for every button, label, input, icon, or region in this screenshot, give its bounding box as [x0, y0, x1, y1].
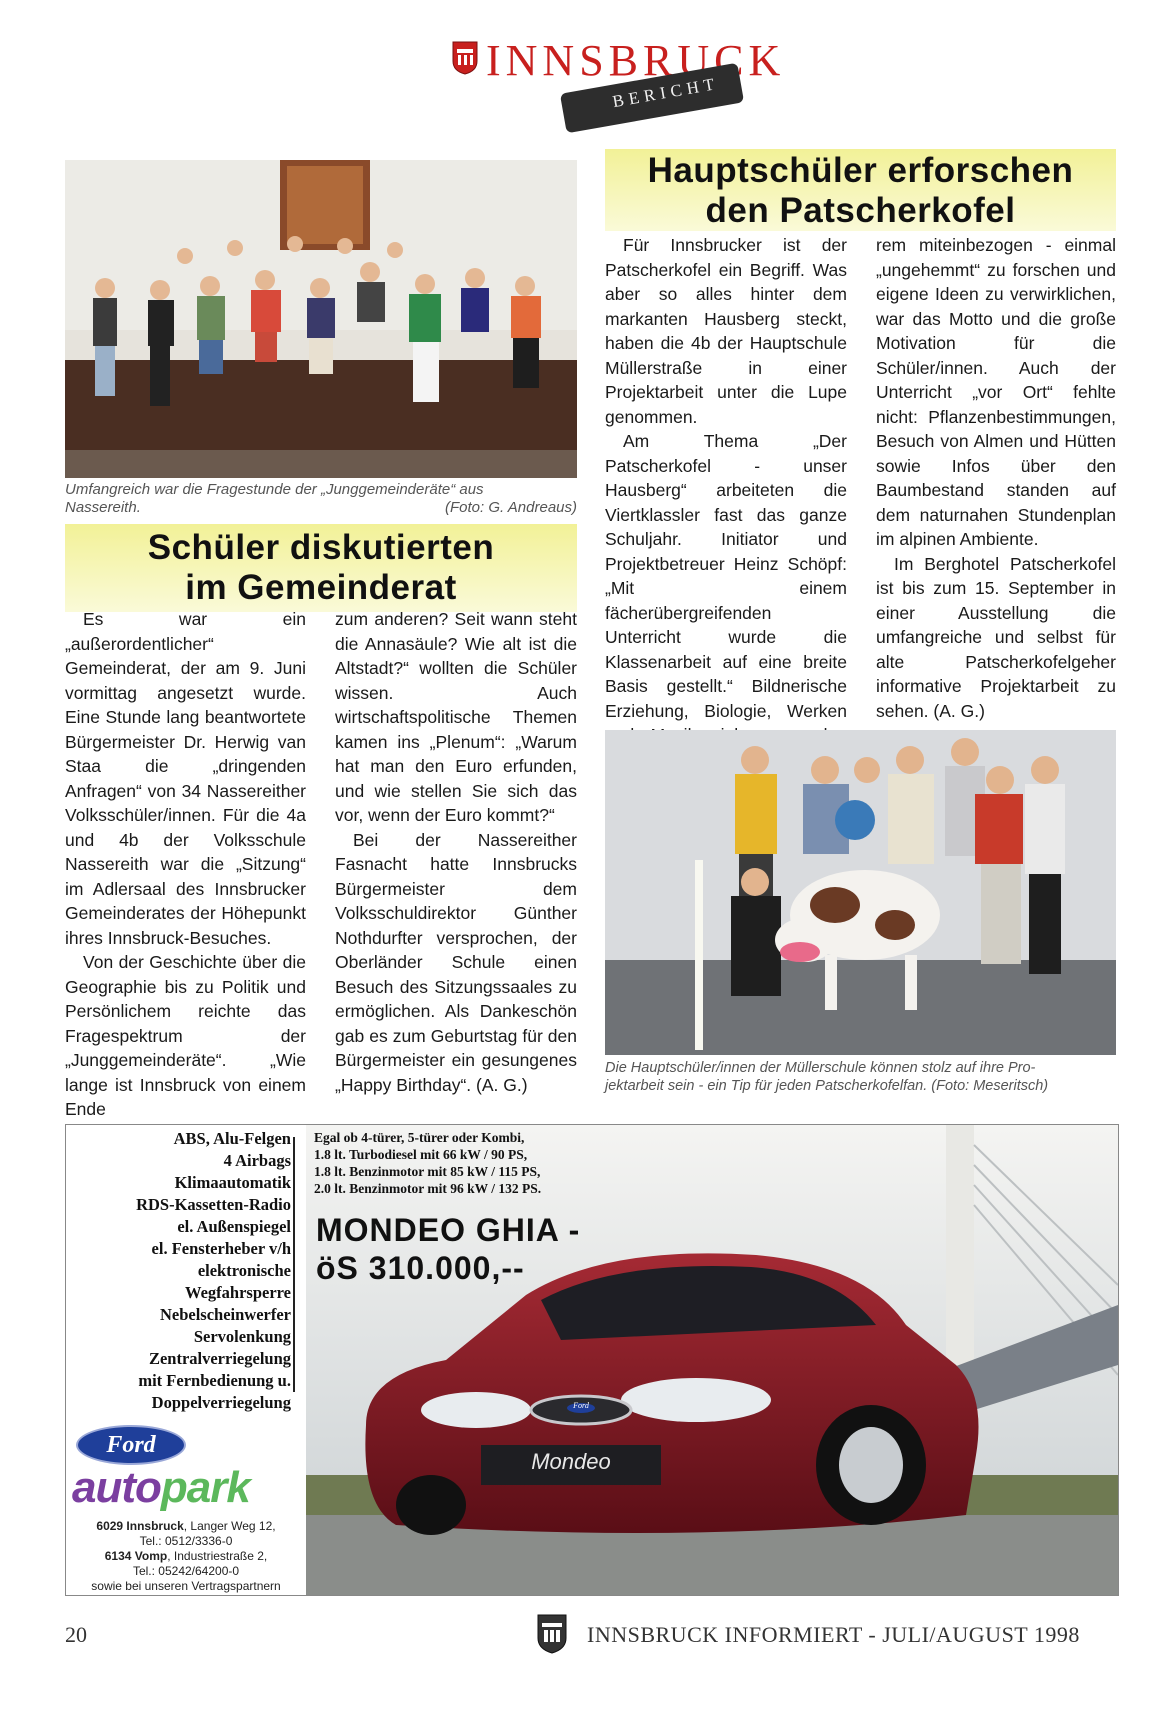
- footer-title: INNSBRUCK INFORMIERT - JULI/AUGUST 1998: [587, 1622, 1080, 1647]
- council-article-col1: [65, 607, 306, 1122]
- dealer-line: [66, 1519, 306, 1534]
- ford-grille-badge: Ford: [573, 1401, 589, 1410]
- ad-feature-panel: [66, 1125, 306, 1595]
- innsbruck-crest-icon: [452, 41, 478, 75]
- council-caption-line1: Umfangreich war die Fragestunde der „Junggemeinderäte“ aus: [65, 481, 484, 498]
- city-crest-icon: [537, 1614, 567, 1654]
- dealer-line: [66, 1549, 306, 1564]
- mondeo-badge: Mondeo: [531, 1449, 611, 1474]
- council-paragraph: zum anderen? Seit wann steht die Annasäule? Wie alt ist die Altstadt?“ wollten die Schüler wissen. Auch wirtschaftspolitische Themen kamen ins „Plenum“: „Warum hat man den Euro erfunden, und wie stellen Sie sich das vor, wenn der Euro kommt?“: [335, 609, 577, 825]
- ad-spec: 1.8 lt. Turbodiesel mit 66 kW / 90 PS,: [314, 1147, 528, 1162]
- dealer-info: [66, 1519, 306, 1594]
- council-photo-caption: [65, 481, 577, 517]
- patscherkofel-article-col2: [876, 233, 1116, 723]
- autopark-brand-park: park: [160, 1463, 250, 1512]
- council-paragraph: Bei der Nassereither Fasnacht hatte Innsbrucks Bürgermeister dem Volksschuldirektor Günther Nothdurfter versprochen, der Oberländer Schule einen Besuch des Sitzungssaales zu ermöglichen. Als Dankeschön gab es zum Geburtstag für den Bürgermeister ein gesungenes „Happy Birthday“. (A. G.): [335, 829, 577, 1095]
- ad-feature: Wegfahrsperre: [184, 1283, 291, 1302]
- patscherkofel-paragraph: Im Berghotel Patscherkofel ist bis zum 15. September in einer Ausstellung die umfangreiche und selbst für alte Patscherkofelgeher informative Projektarbeit zu sehen. (A. G.): [876, 553, 1116, 721]
- project-caption-line1: Die Hauptschüler/innen der Müllerschule können stolz auf ihre Pro-: [605, 1060, 1036, 1076]
- council-paragraph: Von der Geschichte über die Geographie bis zu Politik und Persönlichem reichte das Fragespektrum der „Junggemeinderäte“. „Wie lange ist Innsbruck von einem Ende: [65, 952, 306, 1119]
- patscherkofel-paragraph: Am Thema „Der Patscherkofel - unser Hausberg“ arbeiteten die Viertklassler fast das ganze Schuljahr. Initiator und Projektbetreuer Heinz Schöpf: „Mit einem fächerübergreifenden Unterricht wurde die Klassenarbeit auf eine breite Basis gestellt.“ Bildnerische Erziehung, Biologie, Werken: [605, 431, 847, 721]
- project-class-photo: [605, 730, 1116, 1055]
- ad-spec: 1.8 lt. Benzinmotor mit 85 kW / 115 PS,: [314, 1164, 541, 1179]
- ad-feature: el. Fensterheber v/h: [151, 1239, 291, 1258]
- council-headline: [65, 524, 577, 612]
- dealer-line: Tel.: 0512/3336-0: [139, 1534, 233, 1548]
- dealer-city: 6134 Vomp: [104, 1549, 168, 1563]
- dealer-street: , Industriestraße 2,: [167, 1549, 268, 1563]
- ad-car-panel: [306, 1125, 1118, 1595]
- ad-feature: el. Außenspiegel: [177, 1217, 291, 1236]
- ford-logo-text: Ford: [106, 1432, 156, 1458]
- masthead-title: INNSBRUCK: [486, 36, 786, 85]
- patscherkofel-paragraph: rem miteinbezogen - einmal „ungehemmt“ zu forschen und eigene Ideen zu verwirklichen, war das Motto und die große Motivation für die Schüler/innen. Auch der Unterricht „vor Ort“ fehlte nicht: Pflanzenbestimmungen, Besuch von Almen und Hütten sowie Infos über den Baumbestand standen auf dem naturnahen Stundenplan im alpinen Ambiente.: [876, 235, 1116, 549]
- ad-spec: 2.0 lt. Benzinmotor mit 96 kW / 132 PS.: [314, 1181, 542, 1196]
- ad-spec-list: [314, 1129, 541, 1197]
- council-caption-credit: (Foto: G. Andreaus): [445, 499, 577, 516]
- ad-feature: mit Fernbedienung u.: [138, 1371, 291, 1390]
- page-number: 20: [65, 1622, 87, 1647]
- dealer-city: 6029 Innsbruck: [96, 1519, 184, 1533]
- autopark-brand-auto: auto: [72, 1463, 161, 1512]
- ad-feature: Doppelverriegelung: [151, 1393, 291, 1412]
- autopark-brand: [72, 1463, 250, 1513]
- ad-feature: Klimaautomatik: [174, 1173, 291, 1192]
- masthead: [452, 36, 786, 126]
- ad-feature: Zentralverriegelung: [148, 1349, 291, 1368]
- ford-logo: [76, 1425, 186, 1465]
- masthead-subtitle: BERICHT: [611, 73, 721, 112]
- project-photo-illustration: [605, 730, 1116, 1055]
- council-article-col2: [335, 607, 577, 1097]
- patscherkofel-headline: [605, 149, 1116, 231]
- patscherkofel-paragraph: Für Innsbrucker ist der Patscherkofel ein Begriff. Was aber so alles hinter dem markanten Hausberg steckt, haben die 4b der Hauptschule Müllerstraße in einer Projektarbeit unter die Lupe genommen.: [605, 235, 847, 427]
- ad-feature: elektronische: [197, 1261, 291, 1280]
- council-photo-illustration: [65, 160, 577, 478]
- council-class-photo: [65, 160, 577, 478]
- ad-feature: ABS, Alu-Felgen: [173, 1129, 291, 1148]
- dealer-line: Tel.: 05242/64200-0: [132, 1564, 240, 1578]
- dealer-line: sowie bei unseren Vertragspartnern: [91, 1579, 281, 1593]
- ad-headline: [316, 1211, 580, 1287]
- dealer-street: , Langer Weg 12,: [183, 1519, 276, 1533]
- ad-headline-model: MONDEO GHIA -: [316, 1212, 581, 1248]
- ad-headline-price: öS 310.000,--: [316, 1250, 525, 1286]
- ford-advertisement: [65, 1124, 1119, 1596]
- project-photo-caption: [605, 1059, 1121, 1095]
- project-caption-line2: jektarbeit sein - ein Tip für jeden Patscherkofelfan. (Foto: Meseritsch): [605, 1078, 1049, 1094]
- ad-feature-list: [66, 1128, 291, 1414]
- council-headline-line2: im Gemeinderat: [185, 568, 457, 607]
- patscherkofel-article-col1: [605, 233, 847, 772]
- council-paragraph: Es war ein „außerordentlicher“ Gemeinderat, der am 9. Juni vormittag angesetzt wurde. Eine Stunde lang beantwortete Bürgermeister Dr. Herwig van Staa die „dringenden Anfragen“ von 34 Nassereither Volksschüler/innen. Für die 4a und 4b der Volksschule Nassereith war die „Sitzung“ im Adlersaal des Innsbrucker Gemeinderates der Höhepunkt ihres Innsbruck-Besuches.: [65, 609, 306, 948]
- patscherkofel-headline-line2: den Patscherkofel: [705, 191, 1016, 230]
- ad-feature: RDS-Kassetten-Radio: [136, 1195, 291, 1214]
- council-headline-line1: Schüler diskutierten: [147, 528, 495, 567]
- ad-feature: Servolenkung: [193, 1327, 291, 1346]
- council-caption-line2: Nassereith.: [65, 499, 141, 516]
- ad-feature-bracket: [293, 1137, 295, 1392]
- patscherkofel-headline-line1: Hauptschüler erforschen: [647, 151, 1074, 190]
- ad-feature: 4 Airbags: [223, 1151, 291, 1170]
- ad-spec: Egal ob 4-türer, 5-türer oder Kombi,: [314, 1130, 525, 1145]
- ad-feature: Nebelscheinwerfer: [159, 1305, 291, 1324]
